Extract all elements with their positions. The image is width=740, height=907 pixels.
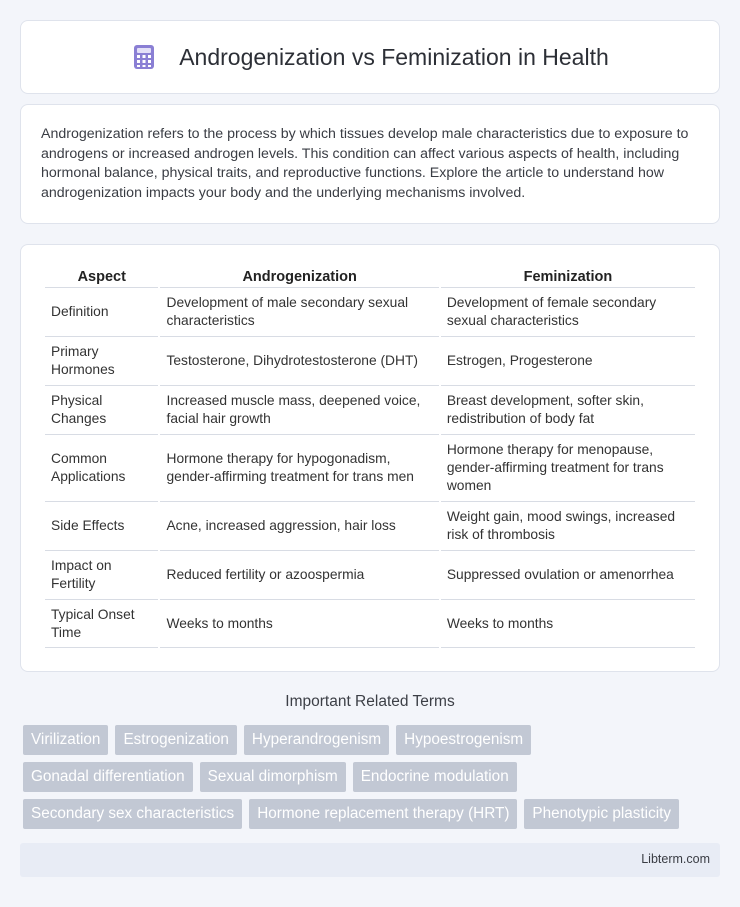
androgenization-cell: Acne, increased aggression, hair loss xyxy=(160,501,438,550)
aspect-cell: Common Applications xyxy=(45,434,158,501)
tag-estrogenization[interactable]: Estrogenization xyxy=(115,725,236,755)
tag-hyperandrogenism[interactable]: Hyperandrogenism xyxy=(244,725,389,755)
header-feminization: Feminization xyxy=(523,269,613,285)
androgenization-cell: Testosterone, Dihydrotestosterone (DHT) xyxy=(160,336,438,385)
comparison-table xyxy=(43,265,697,648)
tag-gonadal-differentiation[interactable]: Gonadal differentiation xyxy=(23,762,193,792)
aspect-cell: Impact on Fertility xyxy=(45,550,158,599)
aspect-cell: Physical Changes xyxy=(45,385,158,434)
feminization-cell: Breast development, softer skin, redistribution of body fat xyxy=(441,385,695,434)
tag-hormone-replacement-therapy[interactable]: Hormone replacement therapy (HRT) xyxy=(249,799,517,829)
page-title: Androgenization vs Feminization in Health xyxy=(179,43,609,70)
tag-virilization[interactable]: Virilization xyxy=(23,725,108,755)
feminization-cell: Estrogen, Progesterone xyxy=(441,336,695,385)
table-row xyxy=(45,434,695,501)
aspect-cell: Typical Onset Time xyxy=(45,599,158,648)
tag-endocrine-modulation[interactable]: Endocrine modulation xyxy=(353,762,517,792)
tag-hypoestrogenism[interactable]: Hypoestrogenism xyxy=(396,725,531,755)
header-aspect: Aspect xyxy=(77,269,126,285)
aspect-cell: Definition xyxy=(45,287,158,336)
feminization-cell: Weeks to months xyxy=(441,599,695,648)
androgenization-cell: Increased muscle mass, deepened voice, facial hair growth xyxy=(160,385,438,434)
calculator-icon xyxy=(131,44,157,70)
tag-row xyxy=(23,799,723,829)
intro-card xyxy=(20,104,720,224)
table-row xyxy=(45,599,695,648)
table-row xyxy=(45,550,695,599)
intro-text: Androgenization refers to the process by which tissues develop male characteristics due to exposure to androgens or increased androgen levels. This condition can affect various aspects of health, including hormonal balance, physical traits, and reproductive functions. Explore the article to understand how androgenization impacts your body and the underlying mechanisms involved. xyxy=(41,126,689,201)
footer-brand-link[interactable]: Libterm.com xyxy=(641,852,710,866)
table-row xyxy=(45,336,695,385)
tag-sexual-dimorphism[interactable]: Sexual dimorphism xyxy=(200,762,346,792)
table-row xyxy=(45,385,695,434)
table-row xyxy=(45,287,695,336)
related-terms-title: Important Related Terms xyxy=(285,693,455,710)
header-androgenization: Androgenization xyxy=(242,269,357,285)
aspect-cell: Side Effects xyxy=(45,501,158,550)
tag-row xyxy=(23,762,723,792)
aspect-cell: Primary Hormones xyxy=(45,336,158,385)
feminization-cell: Development of female secondary sexual characteristics xyxy=(441,287,695,336)
androgenization-cell: Weeks to months xyxy=(160,599,438,648)
feminization-cell: Suppressed ovulation or amenorrhea xyxy=(441,550,695,599)
comparison-table-card xyxy=(20,244,720,672)
androgenization-cell: Hormone therapy for hypogonadism, gender-affirming treatment for trans men xyxy=(160,434,438,501)
androgenization-cell: Development of male secondary sexual characteristics xyxy=(160,287,438,336)
feminization-cell: Weight gain, mood swings, increased risk of thrombosis xyxy=(441,501,695,550)
title-card xyxy=(20,20,720,94)
tag-secondary-sex-characteristics[interactable]: Secondary sex characteristics xyxy=(23,799,242,829)
footer xyxy=(20,843,720,877)
table-row xyxy=(45,501,695,550)
tag-row xyxy=(23,725,723,755)
feminization-cell: Hormone therapy for menopause, gender-affirming treatment for trans women xyxy=(441,434,695,501)
tag-phenotypic-plasticity[interactable]: Phenotypic plasticity xyxy=(524,799,679,829)
table-header-row xyxy=(45,265,695,287)
androgenization-cell: Reduced fertility or azoospermia xyxy=(160,550,438,599)
related-terms-list xyxy=(23,725,723,836)
